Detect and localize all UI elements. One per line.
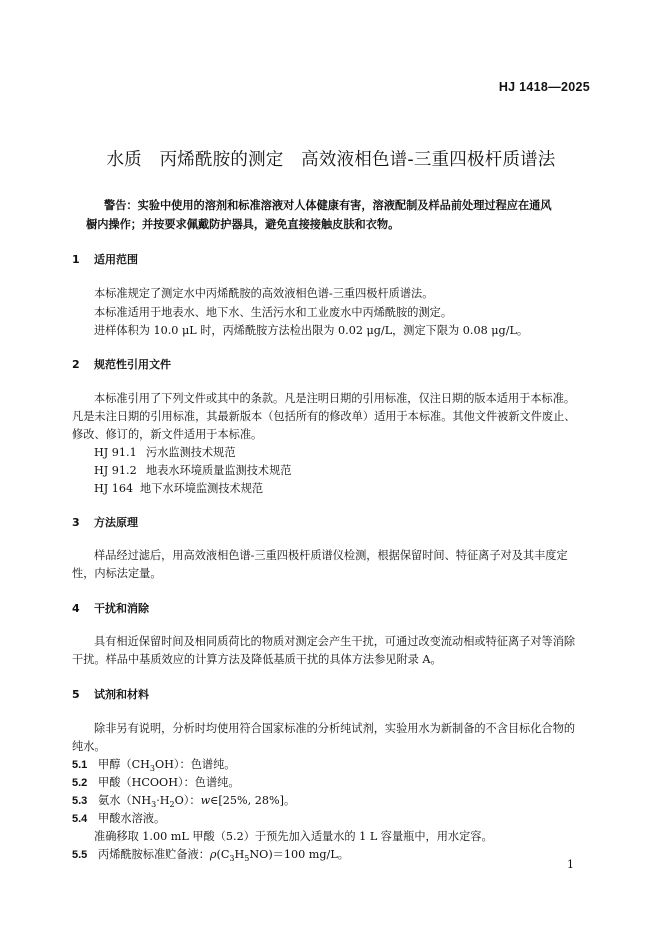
section-number: 3 [72, 516, 80, 529]
paragraph-line: 干扰。样品中基质效应的计算方法及降低基质干扰的具体方法参见附录 A。 [72, 653, 442, 666]
item-number: 5.4 [72, 813, 88, 825]
section-heading-2 [72, 356, 171, 372]
item-text: 甲醇（CH [98, 758, 150, 771]
reference-code: HJ 91.1 [94, 446, 137, 459]
item-text: ·H [156, 794, 170, 807]
reagent-item-5-2 [72, 774, 240, 790]
italic-symbol: ρ [209, 848, 217, 861]
item-text: H [234, 848, 245, 861]
section-title: 试剂和材料 [94, 688, 149, 701]
section-number: 5 [72, 688, 80, 701]
reagent-item-5-3 [72, 792, 295, 809]
item-text: NO)＝100 mg/L。 [249, 848, 349, 861]
document-title: 水质 丙烯酰胺的测定 高效液相色谱-三重四极杆质谱法 [106, 150, 556, 170]
paragraph-line: 具有相近保留时间及相同质荷比的物质对测定会产生干扰，可通过改变流动相或特征离子对等消除 [94, 635, 576, 648]
reference-name: 地表水环境质量监测技术规范 [146, 464, 292, 477]
paragraph: 本标准规定了测定水中丙烯酰胺的高效液相色谱-三重四极杆质谱法。 [94, 287, 434, 300]
section-title: 干扰和消除 [94, 602, 149, 615]
subscript: 3 [229, 854, 235, 864]
item-text: 甲酸水溶液。 [98, 812, 166, 825]
subscript: 3 [149, 764, 155, 774]
subscript: 3 [151, 800, 157, 810]
warning-line-1: 警告：实验中使用的溶剂和标准溶液对人体健康有害，溶液配制及样品前处理过程应在通风 [104, 199, 552, 212]
section-number: 2 [72, 358, 80, 371]
paragraph-line: 凡是未注日期的引用标准，其最新版本（包括所有的修改单）适用于本标准。其他文件被新文件废止、 [72, 410, 576, 423]
reference-name: 污水监测技术规范 [146, 446, 236, 459]
paragraph-line: 除非另有说明，分析时均使用符合国家标准的分析纯试剂，实验用水为新制备的不含目标化合物的 [94, 722, 576, 735]
item-number: 5.1 [72, 759, 88, 771]
item-number: 5.2 [72, 777, 88, 789]
section-heading-5 [72, 686, 149, 702]
paragraph: 进样体积为 10.0 μL 时，丙烯酰胺方法检出限为 0.02 μg/L，测定下限为 0.08 μg/L。 [94, 324, 529, 337]
reference-item [94, 480, 263, 496]
reference-code: HJ 164 [94, 482, 134, 495]
item-number: 5.5 [72, 849, 88, 861]
standard-code: HJ 1418—2025 [498, 80, 590, 94]
reference-item [94, 444, 236, 460]
item-text: 丙烯酰胺标准贮备液： [98, 848, 210, 861]
reference-code: HJ 91.2 [94, 464, 137, 477]
reagent-item-5-4 [72, 810, 165, 826]
paragraph-line: 样品经过滤后，用高效液相色谱-三重四极杆质谱仪检测，根据保留时间、特征离子对及其丰度定 [94, 549, 568, 562]
reference-item [94, 462, 291, 478]
warning-line-2: 橱内操作；并按要求佩戴防护器具，避免直接接触皮肤和衣物。 [86, 218, 400, 231]
subscript: 5 [244, 854, 250, 864]
item-text: OH）：色谱纯。 [154, 758, 236, 771]
section-title: 适用范围 [94, 253, 138, 266]
section-title: 规范性引用文件 [94, 358, 171, 371]
section-heading-4 [72, 600, 149, 616]
item-text: ∈[25%, 28%]。 [210, 794, 296, 807]
paragraph-line: 纯水。 [72, 740, 106, 753]
paragraph-line: 性，内标法定量。 [72, 567, 162, 580]
item-text: 氨水（NH [98, 794, 152, 807]
section-title: 方法原理 [94, 516, 138, 529]
item-text: 甲酸（HCOOH）：色谱纯。 [98, 776, 240, 789]
item-text: (C [216, 848, 230, 861]
subscript: 2 [169, 800, 175, 810]
item-text: O）： [174, 794, 201, 807]
reagent-item-5-1 [72, 756, 235, 773]
paragraph-line: 修改、修订的，新文件适用于本标准。 [72, 428, 263, 441]
italic-symbol: w [200, 794, 211, 807]
paragraph-line: 本标准引用了下列文件或其中的条款。凡是注明日期的引用标准，仅注日期的版本适用于本标准。 [94, 392, 576, 405]
page-number: 1 [567, 858, 574, 871]
section-heading-3 [72, 514, 138, 530]
paragraph-line: 准确移取 1.00 mL 甲酸（5.2）于预先加入适量水的 1 L 容量瓶中，用水定容。 [94, 830, 493, 843]
item-number: 5.3 [72, 795, 88, 807]
section-number: 1 [72, 253, 80, 266]
section-heading-1 [72, 251, 138, 267]
section-number: 4 [72, 602, 80, 615]
paragraph: 本标准适用于地表水、地下水、生活污水和工业废水中丙烯酰胺的测定。 [94, 306, 453, 319]
reference-name: 地下水环境监测技术规范 [140, 482, 264, 495]
reagent-item-5-5 [72, 846, 349, 863]
